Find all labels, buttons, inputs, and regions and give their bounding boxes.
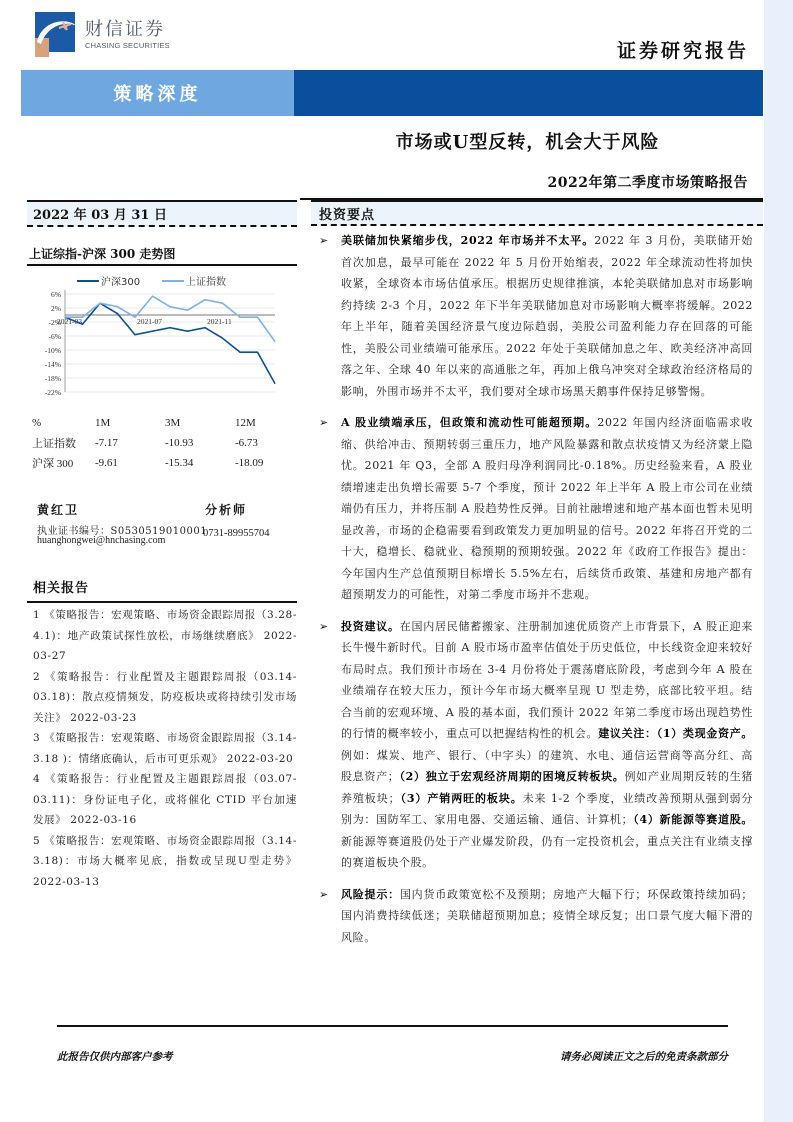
highlight-heading: 投资建议。 — [341, 619, 400, 633]
table-header-row — [27, 413, 297, 433]
related-report-item[interactable]: 4 《策略报告：行业配置及主题跟踪周报（03.07-03.11)：身份证电子化，或将催化 CTID 平台加速发展》 2022-03-16 — [33, 773, 297, 826]
related-report-item[interactable]: 3 《策略报告：宏观策略、市场资金跟踪周报（3.14-3.18 )：情绪底确认，后市可更乐观》 2022-03-20 — [33, 732, 297, 765]
highlight-item — [311, 884, 763, 949]
related-report-item[interactable]: 5 《策略报告：宏观策略、市场资金跟踪周报（3.14-3.18)：市场大概率见底，指数或呈现U型走势》 2022-03-13 — [33, 834, 297, 888]
svg-text:上证指数: 上证指数 — [186, 277, 226, 288]
table-cell: 1M — [95, 417, 111, 429]
highlight-emphasis: （2）独立于宏观经济周期的困境反转板块。 — [399, 770, 625, 783]
report-type: 证券研究报告 — [616, 40, 749, 62]
svg-text:-6%: -6% — [48, 332, 61, 341]
logo-en-text: CHASING SECURITIES — [85, 40, 170, 50]
highlight-text: 例如产业周期反转的生猪养殖板块； — [341, 770, 753, 805]
svg-text:-14%: -14% — [44, 360, 61, 369]
highlights-title: 投资要点 — [319, 207, 376, 223]
highlight-emphasis: （4）新能源等赛道股。 — [633, 813, 753, 826]
footer-disclaimer-left: 此报告仅供内部客户参考 — [57, 1051, 173, 1063]
highlight-emphasis: （3）产销两旺的板块。 — [400, 791, 523, 805]
arrow-bullet-icon: ➢ — [319, 619, 329, 633]
related-report-item[interactable]: 1 《策略报告：宏观策略、市场资金跟踪周报（3.28-4.1)：地产政策试探性放松，市场继续磨底》 2022-03-27 — [33, 609, 297, 662]
footer-divider — [57, 1025, 728, 1027]
highlight-emphasis: 建议关注：（1）类现金资产。 — [598, 727, 753, 740]
chart-title: 上证综指-沪深 300 走势图 — [27, 244, 297, 266]
highlight-text: 2022 年 3 月份，美联储开始首次加息，最早可能在 2022 年 5 月份开始缩表，2022 年全球流动性将加快收紧，全球资本市场估值承压。根据历史规律推演，本轮美联储加息对市场影响约持续 2-3 个月，2022 年下半年美联储加息对市场影响大概率将缓解。2022 年上半年，随着美国经济景气度边际趋弱，美股公司盈利能力存在回落的可能性，美股公司业绩端可能承压。2022 年处于美联储加息之年、欧美经济冲高回落之年、全球 40 年以来的高通胀之年，再加上俄乌冲突对全球政治经济格局的影响，外围市场并不太平，我们要对全球市场黑天鹅事件保持足够警惕。 — [341, 234, 753, 398]
analyst-cert-number: 执业证书编号：S0530519010001 — [37, 526, 208, 537]
series-line-sse — [65, 296, 275, 342]
analyst-email[interactable]: huanghongwei@hnchasing.com — [37, 535, 166, 546]
highlight-text: 例如：煤炭、地产、银行、（中字头）的建筑、水电、通信运营商等高分红、高股息资产； — [341, 748, 753, 783]
index-trend-chart — [27, 272, 297, 397]
logo-cn-text: 财信证券 — [85, 18, 165, 40]
banner-category — [21, 70, 294, 116]
category-banner — [21, 70, 763, 116]
svg-text:-2%: -2% — [48, 318, 61, 327]
performance-table — [27, 413, 297, 473]
report-date: 2022 年 03 月 31 日 — [33, 208, 167, 223]
table-cell: % — [32, 417, 42, 429]
table-cell: -15.34 — [165, 457, 194, 469]
analyst-phone: 0731-89955704 — [203, 528, 270, 539]
investment-highlights — [311, 200, 763, 958]
highlight-text: 国内货币政策宽松不及预期；房地产大幅下行；环保政策持续加码；国内消费持续低迷；美联储超预期加息；疫情全球反复；出口景气度大幅下滑的风险。 — [341, 887, 754, 944]
table-cell: -10.93 — [165, 437, 194, 449]
table-cell: -6.73 — [235, 437, 258, 449]
highlight-text: 未来 1-2 个季度，业绩改善预期从强到弱分别为：国防军工、家用电器、交通运输、通信、计算机； — [341, 791, 753, 826]
highlights-header — [311, 200, 763, 226]
arrow-bullet-icon: ➢ — [319, 887, 329, 901]
left-sidebar — [27, 200, 297, 892]
report-title: 市场或U型反转，机会大于风险 — [395, 132, 660, 153]
highlight-text: 新能源等赛道股仍处于产业爆发阶段，仍有一定投资机会，重点关注有业绩支撑的赛道板块个股。 — [341, 834, 753, 869]
banner-fill — [294, 70, 763, 116]
footer-disclaimer-right: 请务必阅读正文之后的免责条款部分 — [560, 1051, 728, 1063]
highlight-item — [311, 230, 763, 402]
analyst-info — [27, 501, 297, 571]
table-row — [27, 453, 297, 473]
company-logo — [35, 12, 185, 57]
svg-text:6%: 6% — [51, 290, 61, 299]
svg-text:-18%: -18% — [44, 374, 61, 383]
svg-text:2021-07: 2021-07 — [137, 317, 162, 326]
table-cell: 上证指数 — [32, 438, 76, 450]
logo-mark-icon — [35, 12, 80, 57]
report-subtitle: 2022年第二季度市场策略报告 — [547, 175, 748, 191]
arrow-bullet-icon: ➢ — [319, 234, 329, 247]
svg-text:2021-11: 2021-11 — [207, 317, 232, 326]
table-cell: 12M — [235, 417, 256, 429]
table-cell: -7.17 — [95, 437, 118, 449]
svg-text:沪深300: 沪深300 — [101, 277, 141, 288]
analyst-role: 分析师 — [205, 503, 248, 517]
table-cell: -18.09 — [235, 457, 264, 469]
highlight-item — [311, 616, 763, 874]
highlight-text: 在国内居民储蓄搬家、注册制加速优质资产上市背景下，A 股正迎来长牛慢牛新时代。目前 A 股市场市盈率估值处于历史低位，中长线资金迎来较好布局时点。我们预计市场在 3-4 月份将处于震荡磨底阶段，考虑到今年 A 股在业绩端存在较大压力，预计今年市场大概率呈现 U 型走势，底部比较平坦。结合当前的宏观环境、A 股的基本面，我们预计 2022 年第二季度市场出现趋势性的行情的概率较小，重点可以把握结构性的机会。 — [341, 619, 753, 740]
highlights-list — [311, 230, 763, 948]
highlight-heading: A 股业绩端承压，但政策和流动性可能超预期。 — [341, 416, 598, 429]
highlight-text: 2022 年国内经济面临需求收缩、供给冲击、预期转弱三重压力，地产风险暴露和散点状疫情又为经济蒙上隐忧。2021 年 Q3，全部 A 股归母净利润同比-0.18%。历史经验来看，A 股业绩增速走出负增长需要 5-7 个季度，预计 2022 年上半年 A 股上市公司在业绩端仍有压力，并将压制 A 股趋势性反弹。目前社融增速和地产基本面也暂未见明显改善，市场的企稳需要看到政策发力更加明显的信号。2022 年将召开党的二十大，稳增长、稳就业、稳预期的预期较强。2022 年《政府工作报告》提出：今年国内生产总值预期目标增长 5.5%左右，后续货币政策、基建和房地产都有超预期发力的可能性，对第二季度市场并不悲观。 — [341, 416, 753, 601]
highlight-heading: 美联储加快紧缩步伐，2022 年市场并不太平。 — [341, 234, 595, 247]
table-cell: -9.61 — [95, 457, 118, 469]
table-cell: 沪深 300 — [32, 458, 74, 470]
page-side-strip — [764, 0, 793, 1122]
line-chart — [27, 272, 297, 397]
svg-text:2%: 2% — [51, 304, 61, 313]
related-reports-list — [27, 605, 297, 892]
highlight-heading: 风险提示： — [341, 887, 400, 901]
table-cell: 3M — [165, 417, 181, 429]
svg-text:-22%: -22% — [44, 388, 61, 397]
analyst-name: 黄红卫 — [37, 503, 80, 517]
arrow-bullet-icon: ➢ — [319, 416, 329, 429]
svg-text:2021-03: 2021-03 — [57, 317, 82, 326]
related-report-item[interactable]: 2 《策略报告：行业配置及主题跟踪周报（03.14-03.18)：散点疫情频发，防疫板块或将持续引发市场关注》 2022-03-23 — [33, 670, 297, 724]
banner-label: 策略深度 — [113, 84, 202, 105]
svg-text:-10%: -10% — [44, 346, 61, 355]
highlight-item — [311, 412, 763, 606]
report-date-box — [27, 200, 297, 227]
related-reports-title: 相关报告 — [27, 577, 297, 603]
table-row — [27, 433, 297, 453]
